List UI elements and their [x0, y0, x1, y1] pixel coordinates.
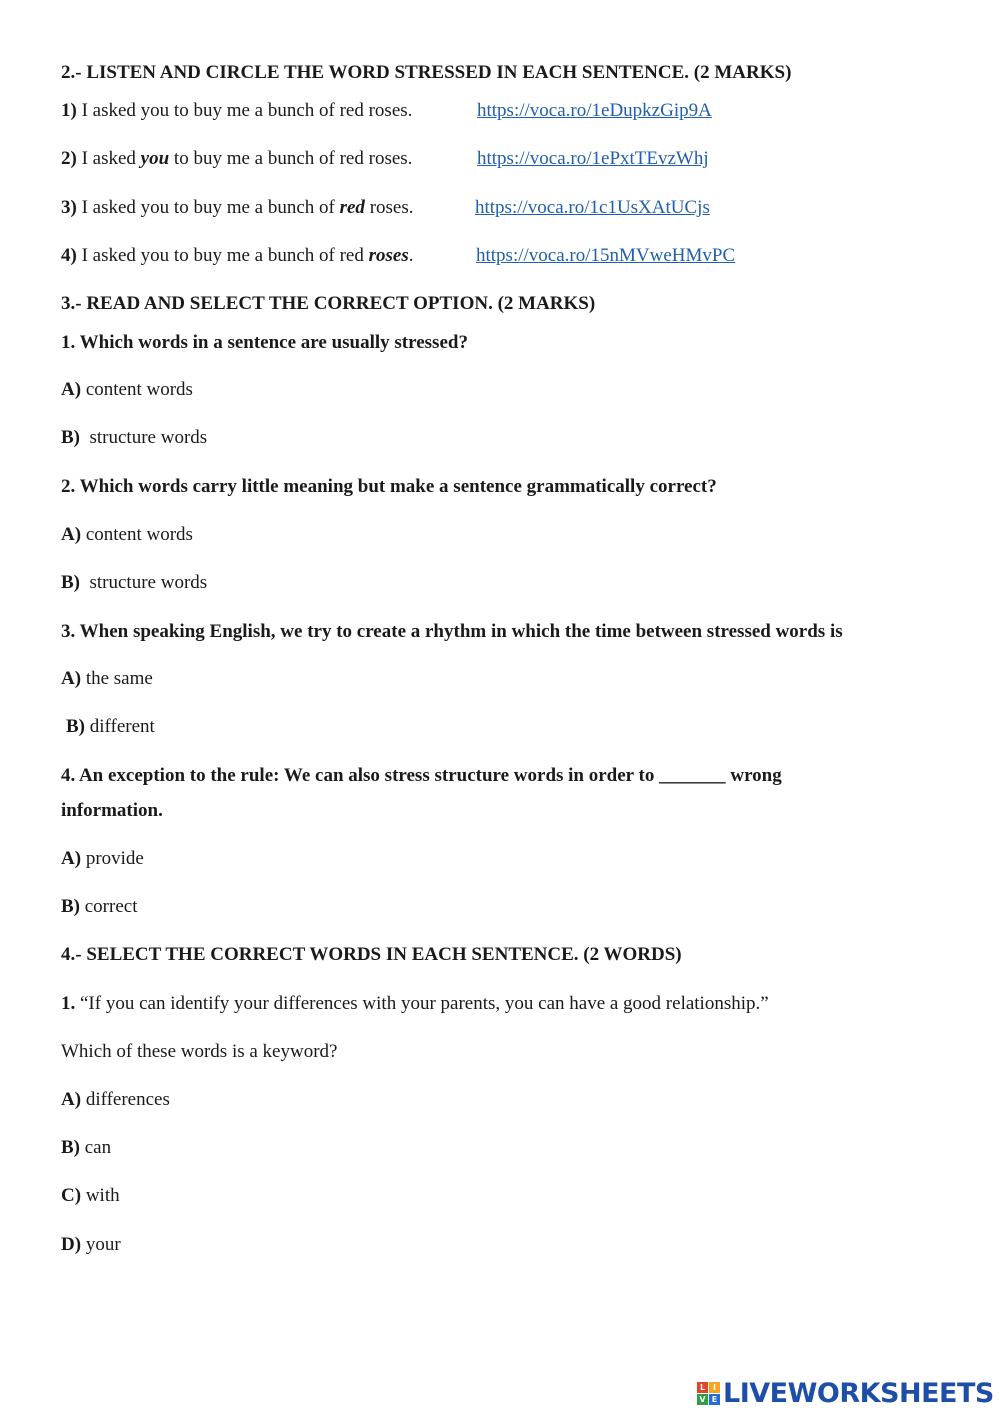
question-4-line-2: information.	[61, 800, 163, 821]
option-letter: A)	[61, 524, 82, 545]
option-letter: B)	[61, 1137, 80, 1158]
audio-link-1[interactable]: https://voca.ro/1eDupkzGip9A	[477, 100, 712, 121]
question-3: 3. When speaking English, we try to create a rhythm in which the time between stressed words is	[61, 621, 843, 642]
listen-item-4	[61, 245, 414, 267]
listen-item-2	[61, 148, 412, 170]
q1-option-a[interactable]	[61, 379, 193, 401]
question-4-line-1: 4. An exception to the rule: We can also stress structure words in order to _______ wrong	[61, 765, 782, 786]
keyword-option-b[interactable]	[61, 1137, 111, 1159]
option-letter: A)	[61, 1089, 82, 1110]
item-number: 2)	[61, 148, 77, 169]
section-2-heading: 2.- LISTEN AND CIRCLE THE WORD STRESSED IN EACH SENTENCE. (2 MARKS)	[61, 62, 792, 83]
q3-option-b[interactable]	[66, 716, 155, 738]
option-text: provide	[81, 848, 144, 869]
stressed-word: roses	[368, 245, 409, 266]
option-text: your	[81, 1234, 121, 1255]
sentence-post: .	[408, 245, 414, 266]
item-number: 4)	[61, 245, 77, 266]
option-text: with	[81, 1185, 120, 1206]
audio-link-4[interactable]: https://voca.ro/15nMVweHMvPC	[476, 245, 736, 266]
q2-option-a[interactable]	[61, 524, 193, 546]
keyword-prompt: Which of these words is a keyword?	[61, 1041, 338, 1062]
sentence-post: roses.	[364, 197, 414, 218]
q4-option-b[interactable]	[61, 896, 137, 918]
option-text: can	[80, 1137, 112, 1158]
listen-item-1	[61, 100, 412, 122]
listen-item-3	[61, 197, 414, 219]
option-text: differences	[81, 1089, 170, 1110]
brand-name: LIVEWORKSHEETS	[723, 1377, 994, 1409]
section-3-heading: 3.- READ AND SELECT THE CORRECT OPTION. (2 MARKS)	[61, 293, 596, 314]
item-sentence: I asked you to buy me a bunch of red roses.	[76, 100, 413, 121]
sentence-pre: I asked you to buy me a bunch of red	[76, 245, 369, 266]
stressed-word: red	[339, 197, 365, 218]
sentence-post: to buy me a bunch of red roses.	[169, 148, 413, 169]
q2-option-b[interactable]	[61, 572, 207, 594]
keyword-option-c[interactable]	[61, 1185, 120, 1207]
option-letter: B)	[61, 572, 80, 593]
option-text: different	[85, 716, 155, 737]
audio-link-3[interactable]: https://voca.ro/1c1UsXAtUCjs	[475, 197, 710, 218]
logo-letter: V	[697, 1394, 708, 1405]
option-letter: A)	[61, 848, 82, 869]
q3-option-a[interactable]	[61, 668, 153, 690]
stressed-word: you	[140, 148, 170, 169]
audio-link-2[interactable]: https://voca.ro/1ePxtTEvzWhj	[477, 148, 709, 169]
logo-letter: I	[709, 1382, 720, 1393]
option-letter: B)	[61, 427, 80, 448]
option-text: the same	[81, 668, 153, 689]
item-number: 1)	[61, 100, 77, 121]
section-4-sentence	[61, 993, 769, 1015]
keyword-option-d[interactable]	[61, 1234, 121, 1256]
logo-letter: L	[697, 1382, 708, 1393]
logo-icon	[697, 1382, 720, 1405]
logo-letter: E	[709, 1394, 720, 1405]
quoted-sentence: “If you can identify your differences with your parents, you can have a good relationship.”	[75, 993, 769, 1014]
q1-option-b[interactable]	[61, 427, 207, 449]
option-letter: A)	[61, 379, 82, 400]
liveworksheets-logo	[697, 1378, 994, 1408]
option-letter: C)	[61, 1185, 82, 1206]
option-letter: A)	[61, 668, 82, 689]
keyword-option-a[interactable]	[61, 1089, 170, 1111]
option-letter: D)	[61, 1234, 82, 1255]
item-number: 3)	[61, 197, 77, 218]
sentence-pre: I asked	[76, 148, 141, 169]
option-letter: B)	[66, 716, 85, 737]
option-letter: B)	[61, 896, 80, 917]
section-4-heading: 4.- SELECT THE CORRECT WORDS IN EACH SENTENCE. (2 WORDS)	[61, 944, 682, 965]
sentence-pre: I asked you to buy me a bunch of	[76, 197, 340, 218]
option-text: correct	[80, 896, 138, 917]
option-text: structure words	[80, 427, 208, 448]
question-2: 2. Which words carry little meaning but make a sentence grammatically correct?	[61, 476, 717, 497]
question-1: 1. Which words in a sentence are usually stressed?	[61, 332, 468, 353]
option-text: content words	[81, 379, 193, 400]
item-number: 1.	[61, 993, 76, 1014]
option-text: content words	[81, 524, 193, 545]
option-text: structure words	[80, 572, 208, 593]
q4-option-a[interactable]	[61, 848, 144, 870]
